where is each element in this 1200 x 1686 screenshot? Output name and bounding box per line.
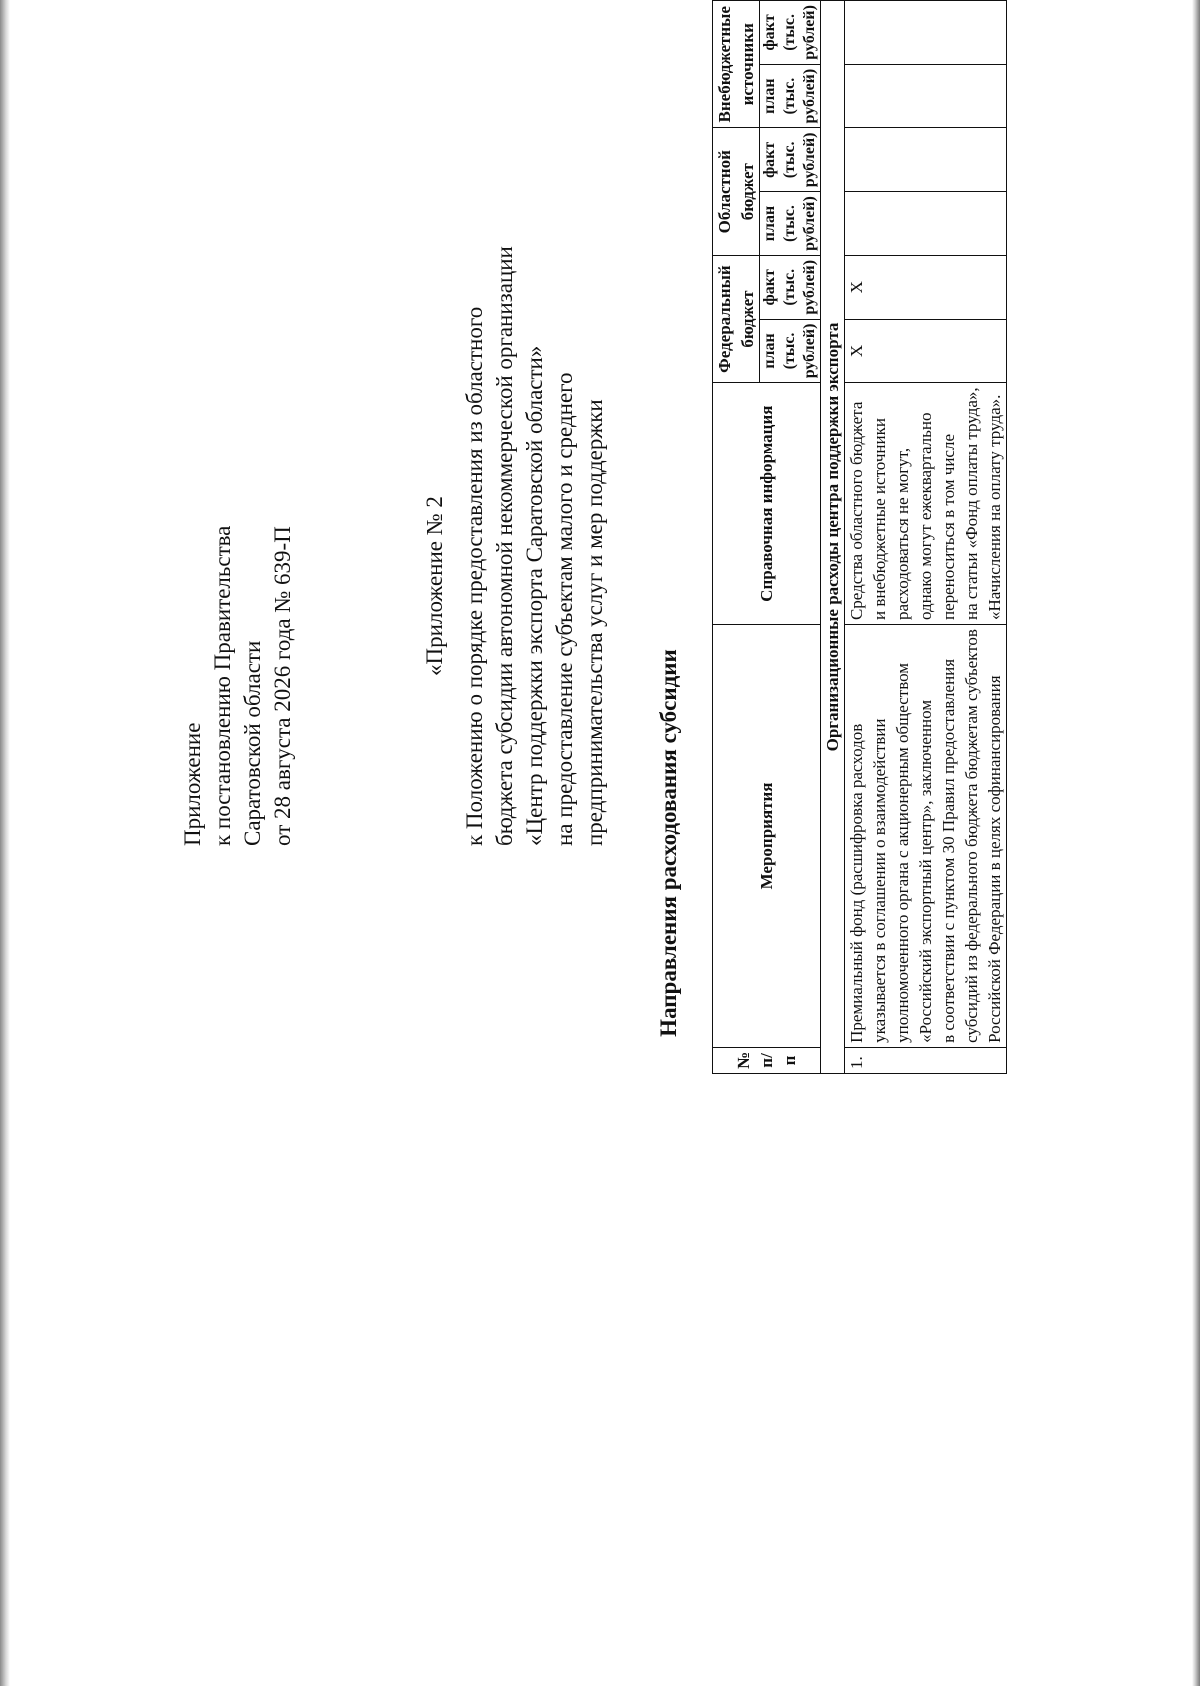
row-reference: [845, 383, 1007, 625]
activity-line: Премиальный фонд (расшифровка расходов: [847, 723, 866, 1043]
attachment-line: Саратовской области: [240, 640, 265, 846]
document-title: Направления расходования субсидии: [656, 649, 681, 1037]
federal-fact-value: X: [845, 255, 1007, 319]
attachment-line: Приложение: [180, 722, 205, 846]
section-title: Организационные расходы центра поддержки экспорта: [821, 1, 845, 1074]
appendix-line: «Центр поддержки экспорта Саратовской области»: [522, 345, 547, 846]
reference-line: «Начисления на оплату труда».: [985, 394, 1004, 621]
appendix-line: на предоставление субъектам малого и среднего: [552, 372, 577, 846]
subheader-extra-plan: план (тыс. рублей): [760, 64, 821, 128]
subsidy-table: [712, 0, 1007, 1074]
federal-plan-value: X: [845, 319, 1007, 383]
reference-line: расходоваться не могут,: [893, 447, 912, 621]
activity-line: указывается в соглашении о взаимодействии: [870, 718, 889, 1043]
appendix-line: к Положению о порядке предоставления из областного: [462, 306, 487, 846]
header-reference: Справочная информация: [713, 383, 821, 625]
header-row: [713, 1, 760, 1074]
subheader-federal-plan: план (тыс. рублей): [760, 319, 821, 383]
reference-line: и внебюджетные источники: [870, 418, 889, 621]
attachment-line: от 28 августа 2026 года № 639-П: [270, 526, 295, 846]
appendix-header: [420, 86, 610, 846]
activity-line: Российской Федерации в целях софинансирования: [985, 675, 1004, 1043]
header-extra: Внебюджетные источники: [713, 1, 760, 128]
activity-line: уполномоченного органа с акционерным обществом: [893, 662, 912, 1043]
reference-line: переноситься в том числе: [939, 433, 958, 621]
row-activity: [845, 625, 1007, 1048]
row-number: 1.: [845, 1047, 1007, 1073]
section-row: [821, 1, 845, 1074]
reference-line: Средства областного бюджета: [847, 401, 866, 621]
extra-fact-value: [845, 1, 1007, 65]
activity-line: субсидий из федерального бюджета бюджетам субъектов: [962, 629, 981, 1043]
subheader-regional-fact: факт (тыс. рублей): [760, 128, 821, 192]
reference-line: на статьи «Фонд оплаты труда»,: [962, 387, 981, 621]
subheader-regional-plan: план (тыс. рублей): [760, 192, 821, 256]
subheader-extra-fact: факт (тыс. рублей): [760, 1, 821, 65]
subheader-federal-fact: факт (тыс. рублей): [760, 255, 821, 319]
attachment-header: [178, 286, 298, 846]
header-activities: Мероприятия: [713, 625, 821, 1048]
extra-plan-value: [845, 64, 1007, 128]
regional-plan-value: [845, 192, 1007, 256]
header-number: № п/п: [713, 1047, 821, 1073]
activity-line: в соответствии с пунктом 30 Правил предоставления: [939, 658, 958, 1043]
attachment-line: к постановлению Правительства: [210, 525, 235, 846]
regional-fact-value: [845, 128, 1007, 192]
appendix-title: «Приложение № 2: [422, 496, 447, 676]
table-row: [845, 1, 1007, 1074]
appendix-line: бюджета субсидии автономной некоммерческой организации: [492, 246, 517, 846]
header-federal: Федеральный бюджет: [713, 255, 760, 382]
header-regional: Областной бюджет: [713, 128, 760, 255]
activity-line: «Российский экспортный центр», заключенном: [916, 699, 935, 1043]
appendix-line: предпринимательства услуг и мер поддержки: [582, 399, 607, 846]
reference-line: однако могут ежеквартально: [916, 412, 935, 621]
